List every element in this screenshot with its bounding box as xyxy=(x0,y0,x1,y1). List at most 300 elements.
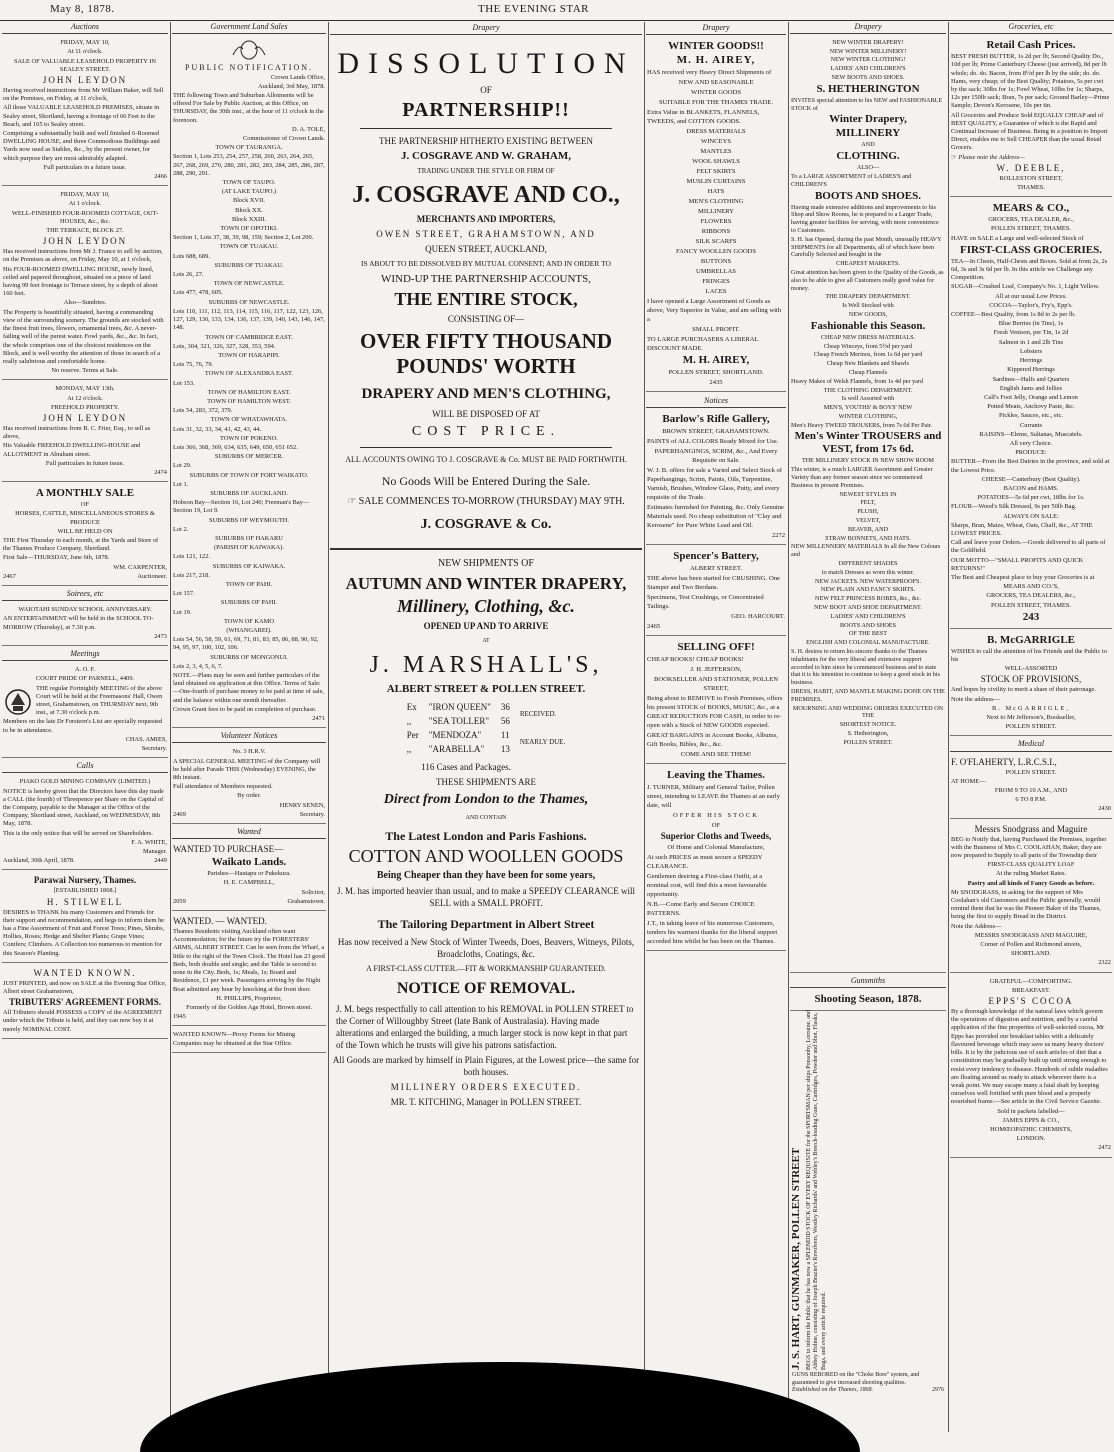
section-heading: Groceries, etc xyxy=(950,22,1112,34)
text-line: The Tailoring Department in Albert Street xyxy=(377,917,595,931)
ad-line: VELVET, xyxy=(855,517,881,525)
column-rule xyxy=(948,22,949,1432)
ad-line: TEA—In Chests, Half-Chests and Boxes. Sold at from 2s, 2s 6d, 3s and 3s 6d per lb. In this article we Challenge any Competition. xyxy=(951,257,1108,282)
masthead xyxy=(0,0,1114,21)
ad-line: SHORTEST NOTICE. xyxy=(839,721,897,729)
section-heading: Drapery xyxy=(646,22,786,35)
ad-line: Having made extensive additions and improvements to his Shop and Show Rooms, he is prepared to a Larger Trade, having greater facilities for serving, with more convenience to Customers. xyxy=(791,203,939,234)
text-line: A FIRST-CLASS CUTTER.—FIT & WORKMANSHIP GUARANTEED. xyxy=(366,964,606,973)
removal-heading: NOTICE OF REMOVAL. xyxy=(396,980,576,997)
ad-line: COFFEE—Best Quality, from 1s 8d to 2s per lb. xyxy=(951,311,1076,319)
ad-line: Extra Value in BLANKETS, FLANNELS, TWEEDS, and COTTON GOODS. xyxy=(647,109,760,125)
ad-line: OUR MOTTO—"SMALL PROFITS AND QUICK RETURNS!" xyxy=(951,556,1084,572)
ad-line: Pickles, Sauces, etc., etc. xyxy=(999,412,1063,420)
partnership-heading: PARTNERSHIP!! xyxy=(402,99,570,121)
text-line: ALBERT STREET & POLLEN STREET. xyxy=(386,683,586,695)
ad-mcgarrigle: B. McGARRIGLE WISHES to call the attention of his Friends and the Public to his WELL-ASSORTED STOCK OF PROVISIONS, And hopes by civility to merit a share of their patronage. Note the address— B. McGARRIGLE, Next to Mr Jefferson's, Bookseller, POLLEN STREET. xyxy=(950,632,1112,737)
column-rule xyxy=(788,22,789,1432)
ad-line: to match Dresses as worn this winter. xyxy=(821,568,915,576)
ad-line: PLUSH, xyxy=(857,508,879,516)
ad-line: SMALL PROFIT. xyxy=(692,326,740,333)
land-list-item: Lots 54, 56, 58, 59, 61, 69, 71, 81, 83, 85, 86, 88, 90, 92, 94, 95, 97, 100, 102, 106. xyxy=(173,636,319,652)
shipment-name: "ARABELLA" xyxy=(428,744,485,754)
ad-line: Blue Berries (in Tins), 1s xyxy=(998,320,1064,328)
ad-line: LACES xyxy=(705,288,727,295)
ad-line: FLOUR—Wood's Silk Dressed, 9s per 50lb Bag. xyxy=(951,503,1077,511)
land-list-item: SUBURBS OF MONGONUI. xyxy=(210,653,288,661)
ad-line: MEN'S CLOTHING xyxy=(688,198,744,205)
land-list-item: Lots 75, 76, 79. xyxy=(173,361,214,369)
ad-auction-cottage: FRIDAY, MAY 10, At 1 o'clock. WELL-FINISHED FOUR-ROOMED COTTAGE, OUT-HOUSES, &c., &c. THE TERRACE, BLOCK 27. JOHN LEYDON Has received instructions from Mr J. France to sell by auction, on the Premises as above, on Friday, May 10, at 1 o'clock, His FOUR-ROOMED DWELLING HOUSE, newly lined, ceiled and papered throughout, situated on a piece of land having 99 feet frontage to Terrace street, by a depth of about 160 feet. Also—Sundries. The Property is beautifully situated, having a commanding view of the surrounding scenery. The grounds are stocked with the finest fruit trees, flowers, ornamental trees, &c. A never-failing well of the purest water. Fowl yards, &c., &c. In fact, the whole comprises one of the choicest residences on the Block, and is well worthy the attention of those in search of a really salubrious and comfortable home. No reserve. Terms at Sale. xyxy=(2,189,168,380)
text-line: J. COSGRAVE AND W. GRAHAM, xyxy=(400,150,572,162)
cost-price-heading: COST PRICE. xyxy=(411,424,561,439)
ad-line: FELT SKIRTS xyxy=(696,168,736,175)
land-list-item: TOWN OF ALEXANDRA EAST. xyxy=(204,370,294,378)
ad-oflaherty: F. O'FLAHERTY, L.R.C.S.I., POLLEN STREET. AT HOME— FROM 9 TO 10 A.M., AND 6 TO 8 P.M. 2430 xyxy=(950,755,1112,819)
land-list-item: TOWN OF HARAPIPI. xyxy=(218,351,280,359)
ad-line: NEW BOOT AND SHOE DEPARTMENT. xyxy=(814,604,922,612)
land-list-item: TOWN OF TUAKAU. xyxy=(219,243,279,251)
ad-line: THE MILLINERY STOCK IN NEW SHOW ROOM xyxy=(801,457,935,465)
land-list-item: Lots 121, 122. xyxy=(173,553,210,561)
ad-line: AND xyxy=(861,141,875,149)
shipment-n: 36 xyxy=(500,702,510,712)
ad-line: Sharps, Bran, Maize, Wheat, Oats, Chaff, &c., AT THE LOWEST PRICES. xyxy=(951,521,1093,537)
ad-line: POLLEN STREET, SHORTLAND. xyxy=(668,369,764,376)
ad-line: RIBBONS xyxy=(701,228,731,235)
section-heading: Meetings xyxy=(2,649,168,661)
ad-line: INVITES special attention to his NEW and FASHIONABLE STOCK of xyxy=(791,96,943,112)
ad-line: FIRST-CLASS GROCERIES. xyxy=(959,243,1103,256)
ad-wanted-known: WANTED KNOWN. JUST PRINTED, and now on SALE at the Evening Star Office, Albert street Grahamstown, TRIBUTERS' AGREEMENT FORMS. All Tributers should POSSESS a COPY of the AGREEMENT under which the Tribute is held, and they can now buy it at merely NOMINAL COST. xyxy=(2,966,168,1039)
shipment-via: Per xyxy=(406,730,419,740)
ad-hetherington xyxy=(790,37,946,973)
ad-line: Sardines—Halfs and Quarters xyxy=(992,375,1070,383)
ad-line: CHEAP NEW DRESS MATERIALS. xyxy=(820,333,916,341)
ad-line: BEAVER, AND xyxy=(847,525,889,533)
ad-line: PRODUCE: xyxy=(1015,449,1047,457)
land-list-item: TOWN OF HAMILTON EAST. xyxy=(207,388,291,396)
land-list-item: Section 1, Lots 37, 38, 39, 98, 159; Section 2, Lot 200. xyxy=(173,234,314,242)
ad-line: Is well Assorted with xyxy=(841,395,895,403)
text-line: CONSISTING OF— xyxy=(447,314,525,324)
ad-line: Is Well Stocked with xyxy=(842,302,894,310)
ad-line: Potted Meats, Anchovy Paste, &c. xyxy=(987,403,1075,411)
ad-line: ENGLISH AND COLONIAL MANUFACTURE. xyxy=(806,639,930,647)
ad-monthly-sale: A MONTHLY SALE OF HORSES, CATTLE, MISCELLANEOUS STORES & PRODUCE WILL BE HELD ON THE First Thursday in each month, at the Yards and Store of the Thames Produce Company, Shortland. First Sale—THURSDAY, June 6th, 1878. WM. CARPENTER, 2467 Auctioneer. xyxy=(2,485,168,586)
shipment-via: Ex xyxy=(406,702,417,712)
ad-line: MANTLES xyxy=(700,148,732,155)
land-list-item: SUBURBS OF MERCER. xyxy=(214,453,284,461)
land-list-item: Lots 366, 368, 369, 634, 635, 649, 650, 651 652. xyxy=(173,443,298,451)
ad-line: Cheap French Merinos, from 1s 6d per yard xyxy=(813,351,923,359)
text-line: J. M. has imported heavier than usual, and to make a SPEEDY CLEARANCE will SELL with a SMALL PROFIT. xyxy=(336,886,636,908)
ad-line: SUGAR—Crushed Loaf, Company's No. 1, Light Yellow. xyxy=(951,283,1100,291)
land-list-item: Lots, 304, 321, 326, 327, 328, 353, 594. xyxy=(173,342,276,350)
ad-piako-call: PIAKO GOLD MINING COMPANY (LIMITED.) NOTICE is hereby given that the Directors have this day made a CALL (the fourth) of Threepence per Share on the Capital of the Company, payable to the Manager at the Office of the Company, Shortland street, Auckland, on WEDNESDAY, 8th May, 1878. This is the only notice that will be served on Shareholders. F. A. WHITE, Manager. Auckland, 30th April, 1878. 2449 xyxy=(2,776,168,870)
column-drapery-main xyxy=(330,22,642,1432)
text-line: All Goods are marked by himself in Plain Figures, at the Lowest price—the same for both houses. xyxy=(332,1055,640,1077)
ad-line: STRAW BONNETS, AND HATS. xyxy=(825,534,911,542)
ad-line: WOOL SHAWLS xyxy=(692,158,740,165)
ad-barlow: Barlow's Rifle Gallery, BROWN STREET, GRAHAMSTOWN. PAINTS of ALL COLORS Ready Mixed for Use. PAPERHANGINGS, SCRIM, &c., And Every Requisite on Sale. W. J. B. offers for sale a Varied and Select Stock of Paperhangings, Scrim, Paints, Oils, Turpentine, Varnish, Brushes, Window Glass, Putty, and every requisite of the Trade. Estimates furnished for Painting, &c. Only Genuine Materials used. No cheap substitution of "Clay and Kerosene" for Pure White Lead and Oil. 2272 xyxy=(646,411,786,545)
ad-line: ALWAYS ON SALE: xyxy=(1003,512,1059,520)
ad-line: OF THE BEST xyxy=(848,630,888,638)
ad-line: LADIES' AND CHILDREN'S xyxy=(830,65,906,73)
ad-line: RAISINS—Eleme, Sultanas, Muscatels. xyxy=(979,430,1083,438)
ad-proxy-forms: WANTED KNOWN—Proxy Forms for Mining Companies may be obtained at the Star Office. xyxy=(172,1029,326,1052)
shipment-n: 56 xyxy=(500,716,510,726)
ad-line: Cheap Winceys, from 5½d per yard xyxy=(823,342,913,350)
sale-commences: ☞ SALE COMMENCES TO-MORROW (THURSDAY) MAY 9TH. xyxy=(347,496,625,507)
section-heading: Drapery xyxy=(790,22,946,34)
shipment-name: "IRON QUEEN" xyxy=(428,702,491,712)
text-line: AT xyxy=(482,638,490,644)
text-line: OPENED UP AND TO ARRIVE xyxy=(423,621,549,631)
column-rule xyxy=(170,22,171,1432)
section-heading: Wanted xyxy=(172,827,326,839)
ad-winter-goods xyxy=(646,38,786,392)
land-list-item: TOWN OF PAHI. xyxy=(225,580,273,588)
ad-line: Men's Heavy TWEED TROUSERS, from 7s 6d Per Pair. xyxy=(791,421,933,429)
ad-line: CLOTHING. xyxy=(836,150,900,163)
masthead-date: May 8, 1878. xyxy=(50,3,115,15)
land-list-item: TOWN OF OPOTIKI. xyxy=(220,225,278,233)
ad-line: Herrings xyxy=(1019,357,1043,365)
ad-deeble: Retail Cash Prices. BEST FRESH BUTTER, 1s 2d per lb; Second Quality Do., 10d per lb; Prime Canterbury Cheese (just arrived), 8d per lb whole; do. do. Bacon, from 8½d per lb by the side; do. do. Hams, very cheap; of the Best Quality; Potatoes, 5s per cwt by the sack; 30lbs for 1s; Fowl Wheat, 10lbs for 1s; Sharps, 12s per 150lb sack; Bran, 7s per sack; Ground Barley—Prime Sample; Devon's Kerosene, 10s per tin. All Groceries and Produce Sold EQUALLY CHEAP and of BEST QUALITY, a Guarantee of which is the Rapid and Continual Increase of Business. Being in a position to Import Direct, enables me to Sell CHEAPER than the usual Retail Grocers. ☞ Please note the Address— W. DEEBLE, ROLLESTON STREET, THAMES. xyxy=(950,37,1112,197)
ad-foresters-arms: WANTED. — WANTED. Thames Residents visiting Auckland often want Accommodation; for the future try the FORESTERS' ARMS, ALBERT STREET. Can be seen from the Wharf, a little to the right of the Town Clock. The Hotel has 23 good Beds, both double and single; and the Table is second to none in the City. Beds, 1s; Meals, 1s; Board and Residence, £1 per week. Passengers arriving by the Night Boat admitted any hour by knocking at the front door. H. PHILLIPS, Proprietor, Formerly of the Golden Age Hotel, Brown street. 1945 xyxy=(172,914,326,1026)
ad-line: MUSLIN CURTAINS xyxy=(686,178,746,185)
cosgrave-heading: J. COSGRAVE AND CO., xyxy=(352,182,620,208)
ad-line: NEW GOODS, xyxy=(848,310,888,318)
ad-auction-sealey: FRIDAY, MAY 10, At 11 o'clock. SALE OF VALUABLE LEASEHOLD PROPERTY IN SEALEY STREET. JOHN LEYDON Having received instructions from Mr William Baker, will Sell on the Premises, on Friday, at 11 o'clock, All those VALUABLE LEASEHOLD PREMISES, situate in Sealey street, Shortland, having a frontage of 66 Feet to the Beach, and 165 to Sealey street. Comprising a substantially built and well finished 6-Roomed DWELLING HOUSE, and three Commodious Buildings and Yards now used as Stables, &c., by the present owner, for which purpose they are most admirably adapted. Full particulars in a future issue. 2466 xyxy=(2,37,168,186)
ad-line: S. H. desires to return his sincere thanks to the Thames inhabitants for the very liberal and extensive support accorded to him since he commenced business and to state that it is his intention to continue to keep a good stock in his business. xyxy=(791,648,940,687)
ad-line: Winter Drapery, xyxy=(829,113,907,126)
text-line: No Goods Will be Entered During the Sale. xyxy=(381,474,591,488)
ad-line: M. H. AIREY, xyxy=(676,54,756,66)
ad-line: WINTER GOODS xyxy=(691,89,741,96)
ad-line: The Best and Cheapest place to buy your Groceries is at xyxy=(951,573,1095,581)
shipment-n: 13 xyxy=(500,744,510,754)
ad-line: Lobsters xyxy=(1019,347,1042,355)
land-list-item: Lots 110, 111, 112, 113, 114, 115, 116, 117, 122, 123, 126, 127, 129, 130, 133, 134, 136, 137, 139, 140, 143, 146, 147, 148. xyxy=(173,307,325,332)
ad-line: BOOTS AND SHOES xyxy=(839,621,897,629)
land-list-item: SUBURBS OF NEWCASTLE. xyxy=(208,298,290,306)
ad-line: MILLINERY xyxy=(698,208,734,215)
shipment-status: RECEIVED. xyxy=(519,710,557,718)
ad-line: NEW FELT PRINCESS ROBES, &c., &c. xyxy=(815,595,921,603)
ad-line: Cheap Flannels xyxy=(848,368,888,376)
ad-line: English Jams and Jellies xyxy=(999,384,1063,392)
shipment-row xyxy=(403,729,569,741)
ad-line: BUTTONS xyxy=(700,258,732,265)
ad-line: Great attention has been given to the Quality of the Goods, as also to be able to give all Customers really good value for money. xyxy=(791,268,944,292)
ad-line: BACON and HAMS. xyxy=(1003,484,1059,492)
ad-line: WINTER CLOTHING, xyxy=(838,412,898,420)
ad-line: POLLEN STREET. xyxy=(843,738,893,746)
land-list-item: TOWN OF KAMO xyxy=(224,617,274,625)
ad-aof-meeting: A. O. F. COURT PRIDE OF PARNELL, 4409. THE regular Fortnightly MEETING of the above Court will be held at the Freemasons' Hall, Owen street, Grahamstown, on THURSDAY next, 9th inst., at 7.30 o'clock p.m. Members on the late Dr Forsteen's List are specially requested to be in attendance. CHAS. AMIES, Secretary. xyxy=(2,664,168,758)
ad-line: S. HETHERINGTON xyxy=(816,82,920,95)
shipment-via: ,, xyxy=(406,744,412,754)
text-line: MILLINERY ORDERS EXECUTED. xyxy=(390,1082,582,1092)
section-heading: Volunteer Notices xyxy=(172,731,326,743)
crest-icon xyxy=(3,687,33,717)
ad-line: BOOTS AND SHOES. xyxy=(814,189,922,202)
gunmaker-footer: GUNS REBORED on the "Choke Bore" system, and guaranteed to give increased shooting qualities. Established on the Thames, 1868. 2976 xyxy=(792,1372,944,1393)
ad-line: THE CLOTHING DEPARTMENT. xyxy=(823,386,913,394)
ad-line: POTATOES—5s 6d per cwt, 18lbs for 1s. xyxy=(977,494,1085,502)
ad-line: NEW PLAIN AND FANCY SKIRTS. xyxy=(820,586,916,594)
ad-snodgrass: Messrs Snodgrass and Maguire BEG to Notify that, having Purchased the Premises, together with the Business of Mrs C. COOLAHAN, Baker, they are now prepared to Supply to all parts of the Township their FIRST-CLASS QUALITY LOAF At the ruling Market Rates. Pastry and all kinds of Fancy Goods as before. Mr SNODGRASS, in asking for the support of Mrs Coolahan's old Customers and the Public generally, would remind them that he was the Pioneer Baker of the Thames, being the first to supply Bread in the District. Note the Address— MESSRS SNODGRASS AND MAGUIRE, Corner of Pollen and Richmond streets, SHORTLAND. 2322 xyxy=(950,822,1112,973)
ad-line: UMBRELLAS xyxy=(696,268,736,275)
land-list-item: Section 1, Lots 253, 254, 257, 258, 260, 263, 264, 265, 267, 268, 269, 270, 280, 281, 282, 283, 284, 285, 286, 287, 288, 290, 291. xyxy=(173,153,325,177)
ad-line: BUTTER—From the Best Dairies in the province, and sold at the Lowest Price. xyxy=(951,458,1110,474)
ad-line: To a LARGE ASSORTMENT of LADIES'S and CHILDREN'S xyxy=(791,172,912,188)
land-list-item: SUBURBS OF WEYMOUTH. xyxy=(209,516,289,524)
text-line: IS ABOUT TO BE DISSOLVED BY MUTUAL CONSENT; AND IN ORDER TO xyxy=(361,259,611,268)
ad-line: GROCERS, TEA DEALER, &c., xyxy=(988,216,1074,224)
ad-spencers-battery: Spencer's Battery, ALBERT STREET. THE above has been started for CRUSHING. One Stamper and Two Berdans. Specimens, Test Crushings, or Concentrated Tailings. GEO. HARCOURT. 2465 xyxy=(646,548,786,636)
shipment-row xyxy=(403,701,569,713)
section-heading: Soirees, etc xyxy=(2,589,168,601)
land-list-item: Block XX. xyxy=(235,206,263,214)
land-list-item: TOWN OF CAMBRIDGE EAST. xyxy=(205,333,293,341)
land-list-item: NOTE.—Plans may be seen and further particulars of the land obtained on application at this Office. Terms of Sale:—One-fourth of purchase money to be paid at time of sale, and the balance within one month thereafter. xyxy=(173,672,325,704)
ad-line: Calf's Foot Jelly, Orange and Lemon xyxy=(984,393,1078,401)
land-list-item: Lots 217, 218. xyxy=(173,571,210,579)
section-heading: Government Land Sales xyxy=(172,22,326,34)
text-line: QUEEN STREET, AUCKLAND, xyxy=(425,244,547,254)
ad-line: HAS received very Heavy Direct Shipments of xyxy=(647,69,772,76)
ad-line: DRESS MATERIALS xyxy=(686,128,746,135)
land-list-item: Lot 1. xyxy=(173,480,189,488)
land-list-item: Block XVII. xyxy=(233,197,265,205)
text-line: ALL ACCOUNTS OWING TO J. COSGRAVE & Co. MUST BE PAID FORTHWITH. xyxy=(345,455,627,464)
ad-leaving-thames: Leaving the Thames. J. TURNER, Military and General Tailor, Pollen street, intending to LEAVE the Thames at an early date, will OFFER HIS STOCK OF Superior Cloths and Tweeds, Of Home and Colonial Manufacture, At such PRICES as must secure a SPEEDY CLEARANCE. Gentlemen desiring a First-class Outfit, at a nominal cost, will find this a most favourable opportunity. N.B.—Come Early and Secure CHOICE PATTERNS. J.T., in taking leave of his numerous Customers, tenders his warmest thanks for the liberal support accorded him whilst he has been on the Thames. xyxy=(646,767,786,951)
ad-line: NEW WINTER DRAPERY! xyxy=(832,38,904,46)
column-rule xyxy=(328,22,329,1432)
ad-line: All very Choice. xyxy=(1009,439,1053,447)
section-heading: Calls xyxy=(2,761,168,773)
cotton-woollen-heading: COTTON AND WOOLLEN GOODS xyxy=(348,846,624,866)
shipment-name: "MENDOZA" xyxy=(428,730,482,740)
ad-line: S. Hetherington, xyxy=(847,729,889,737)
ad-line: This winter, is a much LARGER Assortment and Greater Variety than any former season since we commenced Business in present Premises. xyxy=(791,466,933,489)
land-list-item: TOWN OF TAUPO. xyxy=(222,179,276,187)
ad-line: CHEAPEST MARKETS. xyxy=(836,260,900,268)
ad-line: COCOA—Taylor's, Fry's, Epp's. xyxy=(989,301,1073,309)
ad-line: Kippered Herrings xyxy=(1007,366,1055,374)
land-list-item: Block XXIII. xyxy=(231,215,267,223)
text-line: The Latest London and Paris Fashions. xyxy=(385,829,587,843)
section-heading: Medical xyxy=(950,739,1112,751)
land-list-item: Lot 2. xyxy=(173,525,189,533)
ad-line: WINCEYS xyxy=(700,138,732,145)
text-line: Has now received a New Stock of Winter Tweeds, Does, Beavers, Witneys, Pilots, Broadcloths, Coatings, &c. xyxy=(337,937,635,959)
land-list-item: TOWN OF NEWCASTLE. xyxy=(213,280,285,288)
shipments-table xyxy=(401,699,571,757)
ad-line: MEARS AND CO.'S, xyxy=(1003,583,1059,591)
land-list-item: Lots 688, 689. xyxy=(173,252,210,260)
land-list xyxy=(173,144,325,723)
section-heading: Auctions xyxy=(2,22,168,34)
section-heading: Gunsmiths xyxy=(790,976,946,988)
land-list-item: SUBURBS OF PAHI. xyxy=(220,599,278,607)
pointing-hand-icon: ☞ xyxy=(951,153,957,161)
shipment-via: ,, xyxy=(406,716,412,726)
ad-auction-freehold: MONDAY, MAY 13th. At 12 o'clock. FREEHOLD PROPERTY. JOHN LEYDON Has received instructions from B. C. Frier, Esq., to sell as above, His Valuable FREEHOLD DWELLING-HOUSE and ALLOTMENT in Abraham street. Full particulars in future issue. 2474 xyxy=(2,383,168,482)
ad-line: POLLEN STREET, THAMES. xyxy=(990,225,1071,233)
land-list-item: SUBURBS OF AUCKLAND. xyxy=(210,489,288,497)
text-line: Being Cheaper than they have been for some years, xyxy=(376,870,596,881)
land-list-item: (AT LAKE TAUPO.) xyxy=(221,188,277,196)
ad-line: NEWEST STYLES IN xyxy=(839,490,897,498)
millinery-heading: Millinery, Clothing, &c. xyxy=(397,596,575,616)
ad-line: MEN'S, YOUTHS' & BOYS' NEW xyxy=(823,404,913,412)
fifty-thousand-heading: OVER FIFTY THOUSAND POUNDS' WORTH xyxy=(359,329,613,378)
ad-parawai-nursery: Parawai Nursery, Thames. [ESTABLISHED 1868.] H. STILWELL DESIRES to THANK his many Customers and Friends for their support and recommendation, and begs to inform them he has a Fine Assortment of Fruit and Forest Trees; Pines, Shrubs, Hollies, Roses; Hedge and Shelter Plants; Grape Vines; Conifers; Climbers. A Collection too numerous to mention for this Season's Planting. xyxy=(2,873,168,962)
ad-line: WINTER GOODS!! xyxy=(668,40,764,52)
ad-line: POLLEN STREET, THAMES. xyxy=(990,601,1071,609)
land-list-item: 2471 xyxy=(312,715,325,723)
of-text: OF xyxy=(480,85,492,95)
ad-line: Men's Winter TROUSERS and VEST, from 17s 6d. xyxy=(794,430,942,456)
ad-waikato-lands: WANTED TO PURCHASE— Waikato Lands. Parishes—Hautapu or Pukekura. H. E. CAMPBELL, Solicitor, 2059 Grahamstown. xyxy=(172,842,326,911)
text-line: Direct from London to the Thames, xyxy=(383,792,589,807)
land-list-item: TOWN OF POKENO. xyxy=(220,434,278,442)
drapery-clothing-heading: DRAPERY AND MEN'S CLOTHING, xyxy=(361,386,611,402)
land-list-item: Lots 2, 3, 4, 5, 6, 7. xyxy=(173,662,223,670)
ad-line: MEARS & CO., xyxy=(992,202,1070,215)
ad-line: Call and leave your Orders.—Goods delivered to all parts of the Goldfield. xyxy=(951,539,1106,555)
ad-line: S. H. has Opened, during the past Month, unusually HEAVY SHIPMENTS for all Departments, all of which have been Carefully Selected and bought in the xyxy=(791,235,942,259)
text-line: NEW SHIPMENTS OF xyxy=(438,558,534,569)
ad-crown-lands: PUBLIC NOTIFICATION. Crown Lands Office, Auckland, 3rd May, 1878. THE following Town and Suburban Allotments will be offered For Sale by Public Auction, at this Office, on THURSDAY, the 30th inst., at the hour of 11 o'clock in the forenoon. D. A. TOLE, Commissioner of Crown Lands. TOWN OF TAURANGA. Section 1, Lots 253, 254, 257, 258, 260, 263, 264, 265, 267, 268, 269, 270, 280, 281, 282, 283, 284, 285, 286, 287, 288, 290, 291. TOWN OF TAUPO. (AT LAKE TAUPO.) Block XVII. Block XX. Block XXIII. TOWN OF OPOTIKI. Section 1, Lots 37, 38, 39, 98, 159; Section 2, Lot 200. TOWN OF TUAKAU. Lots 688, 689. SUBURBS OF TUAKAU. Lots 26, 27. TOWN OF NEWCASTLE. Lots 477, 478, 605. SUBURBS OF NEWCASTLE. Lots 110, 111, 112, 113, 114, 115, 116, 117, 122, 123, 126, 127, 129, 130, 133, 134, 136, 137, 139, 140, 143, 146, 147, 148. TOWN OF CAMBRIDGE EAST. Lots, 304, 321, 326, 327, 328, 353, 594. TOWN OF HARAPIPI. Lots 75, 76, 79. TOWN OF ALEXANDRA EAST. Lot 153. TOWN OF HAMILTON EAST. TOWN OF HAMILTON WEST. Lots 54, 283, 372, 379. TOWN OF WHATAWHATA. Lots 31, 32, 33, 34, 41, 42, 43, 44. TOWN OF POKENO. Lots 366, 368, 369, 634, 635, 649, 650, 651 652. SUBURBS OF MERCER. Lot 29. SUBURBS OF TOWN OF FORT WAIKATO. Lot 1. SUBURBS OF AUCKLAND. Hobson Bay—Section 16, Lot 240; Freeman's Bay—Section 19, Lot 9. SUBURBS OF WEYMOUTH. Lot 2. SUBURBS OF HAKARU (PARISH OF KAIWAKA). Lots 121, 122. SUBURBS OF KAIWAKA. Lots 217, 218. TOWN OF PAHI. Lot 157. SUBURBS OF PAHI. Lot 19. TOWN OF KAMO (WHANGAREI). Lots 54, 56, 58, 59, 61, 69, 71, 81, 83, 85, 86, 88, 90, 92, 94, 95, 97, 100, 102, 106. SUBURBS OF MONGONUI. Lots 2, 3, 4, 5, 6, 7. NOTE.—Plans may be seen and further particulars of the land obtained on application at this Office. Terms of Sale:—One-fourth of purchase money to be paid at time of sale, and the balance within one month thereafter. Crown Grant fees to be paid on completion of purchase. 2471 xyxy=(172,37,326,728)
land-list-item: Lot 153. xyxy=(173,379,195,387)
pointing-hand-icon: ☞ xyxy=(347,496,357,507)
ad-line: NEW WINTER MILLINERY! xyxy=(829,47,907,55)
autumn-winter-heading: AUTUMN AND WINTER DRAPERY, xyxy=(345,574,627,593)
ad-line: All at our usual Low Prices. xyxy=(995,292,1067,300)
shipment-n: 11 xyxy=(500,730,510,740)
land-list-item: TOWN OF TAURANGA. xyxy=(215,144,283,152)
cosgrave-signoff: J. COSGRAVE & Co. xyxy=(420,517,552,532)
ad-line: FELT, xyxy=(860,499,876,507)
ad-sunday-school: WAIOTAHI SUNDAY SCHOOL ANNIVERSARY. AN ENTERTAINMENT will be held in the SCHOOL TO-MORROW (Thursday), at 7.30 p.m. 2473 xyxy=(2,604,168,646)
section-heading: Drapery xyxy=(330,22,642,35)
ad-line: HAVE on SALE a Large and well-selected Stock of xyxy=(951,234,1084,242)
ad-line: HATS xyxy=(707,188,725,195)
ad-line: Cheap New Blankets and Shawls xyxy=(826,360,910,368)
text-line: THE PARTNERSHIP HITHERTO EXISTING BETWEEN xyxy=(378,136,594,146)
ad-line: Fresh Venison, per Tin, 1s 2d xyxy=(993,329,1069,337)
ad-line: GROCERS, TEA DEALERS, &c., xyxy=(986,592,1076,600)
shipment-name: "SEA TOLLER" xyxy=(428,716,490,726)
ad-shooting-season: Shooting Season, 1878. xyxy=(790,991,946,1011)
dissolution-heading: DISSOLUTION xyxy=(337,47,635,80)
text-line: MR. T. KITCHING, Manager in POLLEN STREET. xyxy=(390,1097,582,1107)
text-line: J. M. begs respectfully to call attention to his REMOVAL in POLLEN STREET to the Corner of Willoughby Street (late Bank of Australasia). Having made alterations and enlarged the building, a much larger stock is now kept in that part of the Town which he trusts will give his patrons satisfaction. xyxy=(336,1004,634,1050)
land-list-item: (PARISH OF KAIWAKA). xyxy=(214,544,284,552)
shipment-status: NEARLY DUE. xyxy=(519,738,566,746)
entire-stock-heading: THE ENTIRE STOCK, xyxy=(394,289,578,309)
land-list-item: TOWN OF HAMILTON WEST. xyxy=(207,397,291,405)
text-line: AND CONTAIN xyxy=(465,815,507,821)
ad-line: NEW AND SEASONABLE xyxy=(678,79,754,86)
ad-line: CHEESE—Canterbury (Best Quality). xyxy=(981,475,1081,483)
ad-line: NEW BOOTS AND SHOES. xyxy=(831,73,905,81)
land-list-item: Lots 477, 478, 605. xyxy=(173,289,223,297)
ad-selling-off: SELLING OFF! CHEAP BOOKS! CHEAP BOOKS! J. H. JEFFERSON, BOOKSELLER AND STATIONER, POLLEN STREET, Being about to REMOVE to Fresh Premises, offers his present STOCK of BOOKS, MUSIC, &c., at a GREAT REDUCTION FOR CASH, in order to re-open with a Stock of NEW GOODS expected. GREAT BARGAINS in Account Books, Albums, Gift Books, Bibles, &c., &c. COME AND SEE THEM! xyxy=(646,639,786,764)
ad-line: I have opened a Large Assortment of Goods as above, Very Superior in Value, and am selling with a xyxy=(647,298,782,323)
ad-line: NEW MILLENNERY MATERIALS In all the New Colours and xyxy=(791,543,941,559)
ad-line: ALSO— xyxy=(856,164,880,172)
ad-line: 2435 xyxy=(709,379,723,386)
text-line: TRADING UNDER THE STYLE OR FIRM OF xyxy=(417,167,555,175)
marshall-heading: J. MARSHALL'S, xyxy=(369,652,603,678)
column-rule xyxy=(644,22,645,1432)
ad-line: MILLINERY xyxy=(835,127,901,140)
ad-line: SILK SCARFS xyxy=(695,238,737,245)
ad-line: Fashionable this Season. xyxy=(810,319,926,332)
ad-epps-cocoa: GRATEFUL—COMFORTING. BREAKFAST. EPPS'S COCOA By a thorough knowledge of the natural laws which govern the operations of digestion and nutrition, and by a careful application of the fine properties of well-selected cocoa, Mr Epps has provided our breakfast tables with a delicately flavoured beverage which may save us many heavy doctors' bills. It is by the judicious use of such articles of diet that a constitution may be gradually built up until strong enough to resist every tendency to disease. Hundreds of subtle maladies are floating around us ready to attack wherever there is a weak point. We may escape many a fatal shaft by keeping ourselves well fortified with pure blood and a properly nourished frame.—See article in the Civil Service Gazette. Sold in packets labelled— JAMES EPPS & CO., HOMŒOPATHIC CHEMISTS, LONDON. 2472 xyxy=(950,976,1112,1158)
ad-line: THE DRAPERY DEPARTMENT. xyxy=(825,293,911,301)
land-list-item: (WHANGAREI). xyxy=(226,627,272,634)
ad-line: LADIES' AND CHILDREN'S xyxy=(830,612,906,620)
ad-line: Salmon in 1 and 2lb Tins xyxy=(998,338,1064,346)
column-auctions xyxy=(2,22,168,1432)
land-list-item: Lot 29. xyxy=(173,462,192,470)
ad-gunmaker-rotated: J. S. HART, GUNMAKER, POLLEN STREET BEGS to inform the Public that he has now a SPLENDID STOCK OF EVERY REQUISITE for the SPORTSMAN per ships Ponsonby, Lorraine, and Abbey Holme, consisting of Joseph Brazier's Revolvers, Westley Richards' and Webley's Breech-loading Guns, Cartridges, Powder and Shot, Flasks, Bags, and every article required. xyxy=(790,1010,827,1370)
land-list-item: SUBURBS OF TOWN OF FORT WAIKATO. xyxy=(189,471,309,479)
ad-line: FANCY WOOLLEN GOODS xyxy=(675,248,757,255)
ad-line: Heavy Makes of Welsh Flannels, from 1s 4d per yard xyxy=(791,377,924,385)
land-list-item: SUBURBS OF HAKARU xyxy=(215,534,283,542)
ad-line: 243 xyxy=(1022,610,1040,623)
ad-line: NEW JACKETS. NEW WATERPROOFS. xyxy=(814,577,922,585)
ad-line: TO LARGE PURCHASERS A LIBERAL DISCOUNT MADE. xyxy=(647,336,759,352)
land-list-item: Lot 19. xyxy=(173,608,192,616)
ad-line: FLOWERS xyxy=(700,218,732,225)
land-list-item: Lots 31, 32, 33, 34, 41, 42, 43, 44. xyxy=(173,425,262,433)
ad-line: NEW WINTER CLOTHING! xyxy=(830,56,906,64)
ad-line: M. H. AIREY, xyxy=(682,354,750,366)
masthead-title: THE EVENING STAR xyxy=(478,3,589,15)
ad-line: SUITABLE FOR THE THAMES TRADE. xyxy=(659,99,773,106)
text-line: THESE SHIPMENTS ARE xyxy=(435,777,536,787)
land-list-item: Lots 54, 283, 372, 379. xyxy=(173,407,233,415)
ad-line: FRINGES xyxy=(702,278,730,285)
land-list-item: SUBURBS OF TUAKAU. xyxy=(214,261,284,269)
ad-mears xyxy=(950,200,1112,629)
ad-line: MOURNING AND WEDDING ORDERS EXECUTED ON THE xyxy=(792,704,944,720)
land-list-item: Lot 157. xyxy=(173,590,195,598)
column-drapery-airey xyxy=(646,22,786,1432)
text-line: OWEN STREET, GRAHAMSTOWN, AND xyxy=(376,229,596,239)
land-list-item: Crown Grant fees to be paid on completion of purchase. xyxy=(173,705,317,713)
text-line: MERCHANTS AND IMPORTERS, xyxy=(416,214,556,224)
coat-of-arms-icon xyxy=(173,39,325,64)
text-line: 116 Cases and Packages. xyxy=(421,762,511,772)
land-list-item: Lots 26, 27. xyxy=(173,271,204,279)
section-heading: Notices xyxy=(646,395,786,408)
ad-line: DIFFERENT SHADES xyxy=(838,560,898,568)
land-list-item: TOWN OF WHATAWHATA. xyxy=(210,416,288,424)
land-list-item: Hobson Bay—Section 16, Lot 240; Freeman's Bay—Section 19, Lot 9. xyxy=(173,499,310,515)
ad-line: Currants xyxy=(1019,421,1042,429)
ad-line: DRESS, HABIT, AND MANTLE MAKING DONE ON THE PREMISES. xyxy=(791,688,945,703)
